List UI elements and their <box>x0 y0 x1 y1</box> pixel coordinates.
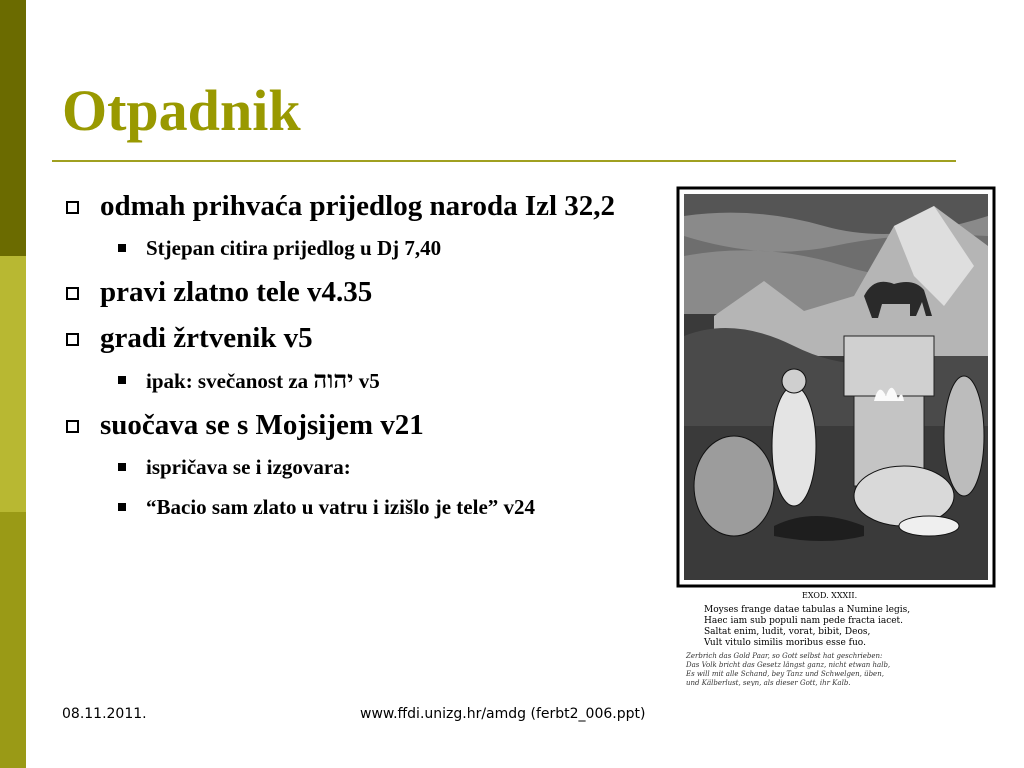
sidebar-stripe-mid <box>0 256 26 512</box>
sub-bullet-text-pre: ipak: svečanost za <box>146 369 314 393</box>
sub-bullet-item <box>118 453 652 481</box>
filled-square-bullet-icon <box>118 463 126 471</box>
caption-german-line: Zerbrich das Gold Paar, so Gott selbst hat geschrieben: <box>686 652 883 660</box>
hollow-square-bullet-icon <box>66 201 79 214</box>
title-underline <box>52 160 956 162</box>
hollow-square-bullet-icon <box>66 333 79 346</box>
caption-german-line: und Kälberlust, seyn, als dieser Gott, ihr Kalb. <box>686 679 851 686</box>
sub-bullet-item <box>118 366 652 395</box>
bullet-text: gradi žrtvenik v5 <box>100 322 313 354</box>
slide-title: Otpadnik <box>62 78 301 143</box>
bullet-item-1 <box>62 188 652 224</box>
bullet-list <box>62 188 652 533</box>
sidebar-stripe-light <box>0 512 26 768</box>
footer-date: 08.11.2011. <box>62 706 147 722</box>
sub-bullet-text: “Bacio sam zlato u vatru i izišlo je tele” v24 <box>146 495 536 519</box>
sub-bullet-item <box>118 234 652 262</box>
bullet-item-4 <box>62 407 652 443</box>
sidebar-stripe-dark <box>0 0 26 256</box>
golden-calf-engraving <box>674 186 998 686</box>
hollow-square-bullet-icon <box>66 420 79 433</box>
caption-heading: EXOD. XXXII. <box>802 591 858 600</box>
sub-bullet-text-post: v5 <box>353 369 380 393</box>
caption-latin-line: Vult vitulo similis moribus esse fuo. <box>704 638 866 648</box>
bullet-text: suočava se s Mojsijem v21 <box>100 409 424 441</box>
filled-square-bullet-icon <box>118 376 126 384</box>
filled-square-bullet-icon <box>118 244 126 252</box>
footer-url: www.ffdi.unizg.hr/amdg (ferbt2_006.ppt) <box>360 706 646 722</box>
sidebar-stripe <box>0 0 26 768</box>
sub-bullet-item <box>118 493 652 521</box>
sub-bullet-text: ispričava se i izgovara: <box>146 455 351 479</box>
hebrew-tetragrammaton: יהוה <box>313 365 354 394</box>
filled-square-bullet-icon <box>118 503 126 511</box>
bullet-item-2 <box>62 274 652 310</box>
caption-latin-line: Moyses frange datae tabulas a Numine legis, <box>704 605 911 615</box>
caption-latin-line: Saltat enim, ludit, vorat, bibit, Deos, <box>704 627 871 637</box>
caption-german-line: Das Volk bricht das Gesetz längst ganz, nicht etwan halb, <box>686 661 891 669</box>
hollow-square-bullet-icon <box>66 287 79 300</box>
sub-bullet-text: Stjepan citira prijedlog u Dj 7,40 <box>146 236 442 260</box>
bullet-item-3 <box>62 320 652 356</box>
bullet-text: odmah prihvaća prijedlog naroda Izl 32,2 <box>100 190 616 222</box>
caption-german-line: Es will mit alle Schand, bey Tanz und Schwelgen, üben, <box>686 670 884 678</box>
caption-latin-line: Haec iam sub populi nam pede fracta iacet. <box>704 616 904 626</box>
bullet-text: pravi zlatno tele v4.35 <box>100 276 373 308</box>
